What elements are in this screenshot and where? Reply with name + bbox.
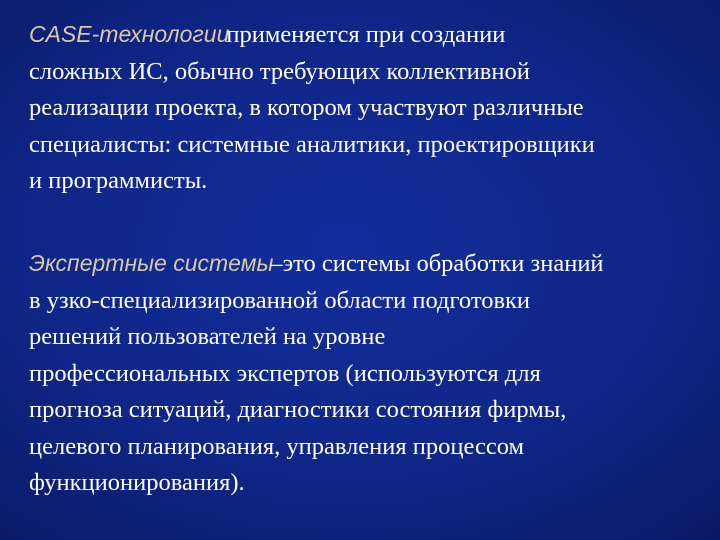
term-expert-systems: Экспертные системы [29, 250, 274, 276]
term-case-technologies: CASE-технологии [29, 21, 230, 47]
definition-expert-systems: –это системы обработки знаний в узко-специализированной области подготовки решений пользователей на уровне профессиональных экспертов (используются для прогноза ситуаций, диагностики состояния фирмы, целевого планирования, управления процессом функционирования). [29, 250, 604, 496]
paragraph-expert-systems [29, 245, 709, 502]
definition-case-technologies: применяется при создании сложных ИС, обычно требующих коллективной реализации проекта, в котором участвуют различные специалисты: системные аналитики, проектировщики и программисты. [29, 21, 595, 194]
paragraph-case-technologies [29, 16, 709, 200]
